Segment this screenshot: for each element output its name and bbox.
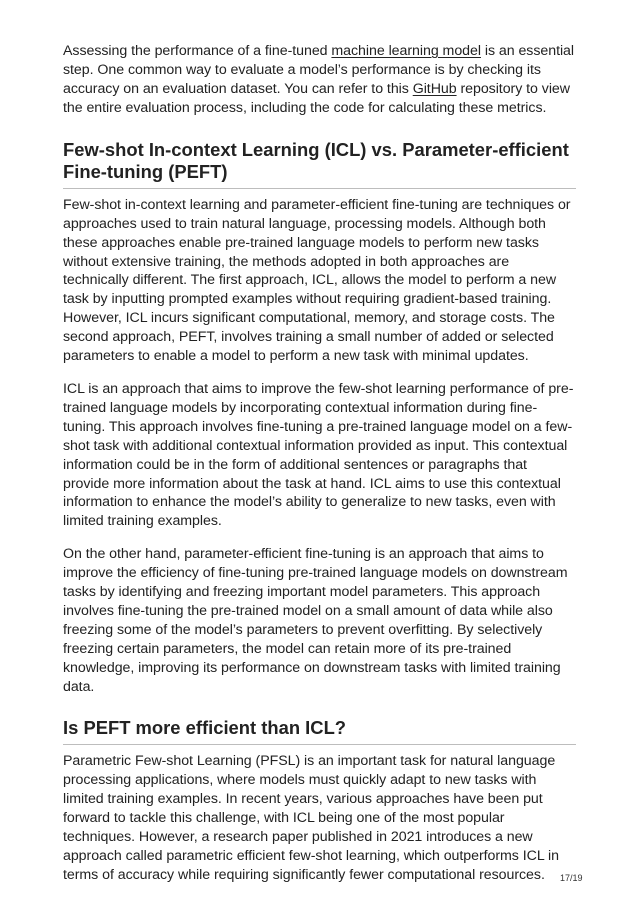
section-heading-icl-vs-peft: Few-shot In-context Learning (ICL) vs. Parameter-efficient Fine-tuning (PEFT): [63, 139, 576, 189]
intro-paragraph: [63, 42, 576, 118]
section1-paragraph-3: On the other hand, parameter-efficient fine-tuning is an approach that aims to improve the efficiency of fine-tuning pre-trained language models on downstream tasks by identifying and freezing important model parameters. This approach involves fine-tuning the pre-trained model on a small amount of data while also freezing some of the model’s parameters to prevent overfitting. By selectively freezing certain parameters, the model can retain more of its pre-trained knowledge, improving its performance on downstream tasks with limited training data.: [63, 546, 568, 695]
intro-text-3: repository to view the entire evaluation process, including the code for calculating these metrics.: [63, 80, 570, 116]
intro-text-2: is an essential step. One common way to evaluate a model’s performance is by checking its accuracy on an evaluation dataset. You can refer to this: [63, 43, 575, 97]
section2-paragraph-1: Parametric Few-shot Learning (PFSL) is an important task for natural language processing applications, where models must quickly adapt to new tasks with limited training examples. In recent years, various approaches have been put forward to tackle this challenge, with ICL being one of the most popular techniques. However, a research paper published in 2021 introduces a new approach called parametric efficient few-shot learning, which outperforms ICL in terms of accuracy while requiring significantly fewer computational resources.: [63, 753, 559, 883]
machine-learning-model-link[interactable]: machine learning model: [331, 43, 481, 59]
section1-paragraph-2: ICL is an approach that aims to improve the few-shot learning performance of pre-trained language models by incorporating contextual information during fine-tuning. This approach involves fine-tuning a pre-trained language model on a few-shot task with additional contextual information provided as input. This contextual information could be in the form of additional sentences or paragraphs that provide more information about the task at hand. ICL aims to use this contextual information to enhance the model’s ability to generalize to new tasks, even with limited training examples.: [63, 380, 574, 530]
section-heading-peft-efficiency: Is PEFT more efficient than ICL?: [63, 717, 576, 745]
intro-text-1: Assessing the performance of a fine-tuned: [63, 43, 332, 59]
github-link[interactable]: GitHub: [412, 80, 457, 97]
section1-paragraph-1: Few-shot in-context learning and parameter-efficient fine-tuning are techniques or approaches used to train natural language, processing models. Although both these approaches enable pre-trained language models to perform new tasks without extensive training, the methods adopted in both approaches are technically different. The first approach, ICL, allows the model to perform a new task by inputting prompted examples without requiring gradient-based training. However, ICL incurs significant computational, memory, and storage costs. The second approach, PEFT, involves training a small number of added or selected parameters to enable a model to perform a new task with minimal updates.: [63, 196, 571, 365]
document-page: [63, 42, 576, 898]
page-number: 17/19: [560, 873, 583, 883]
